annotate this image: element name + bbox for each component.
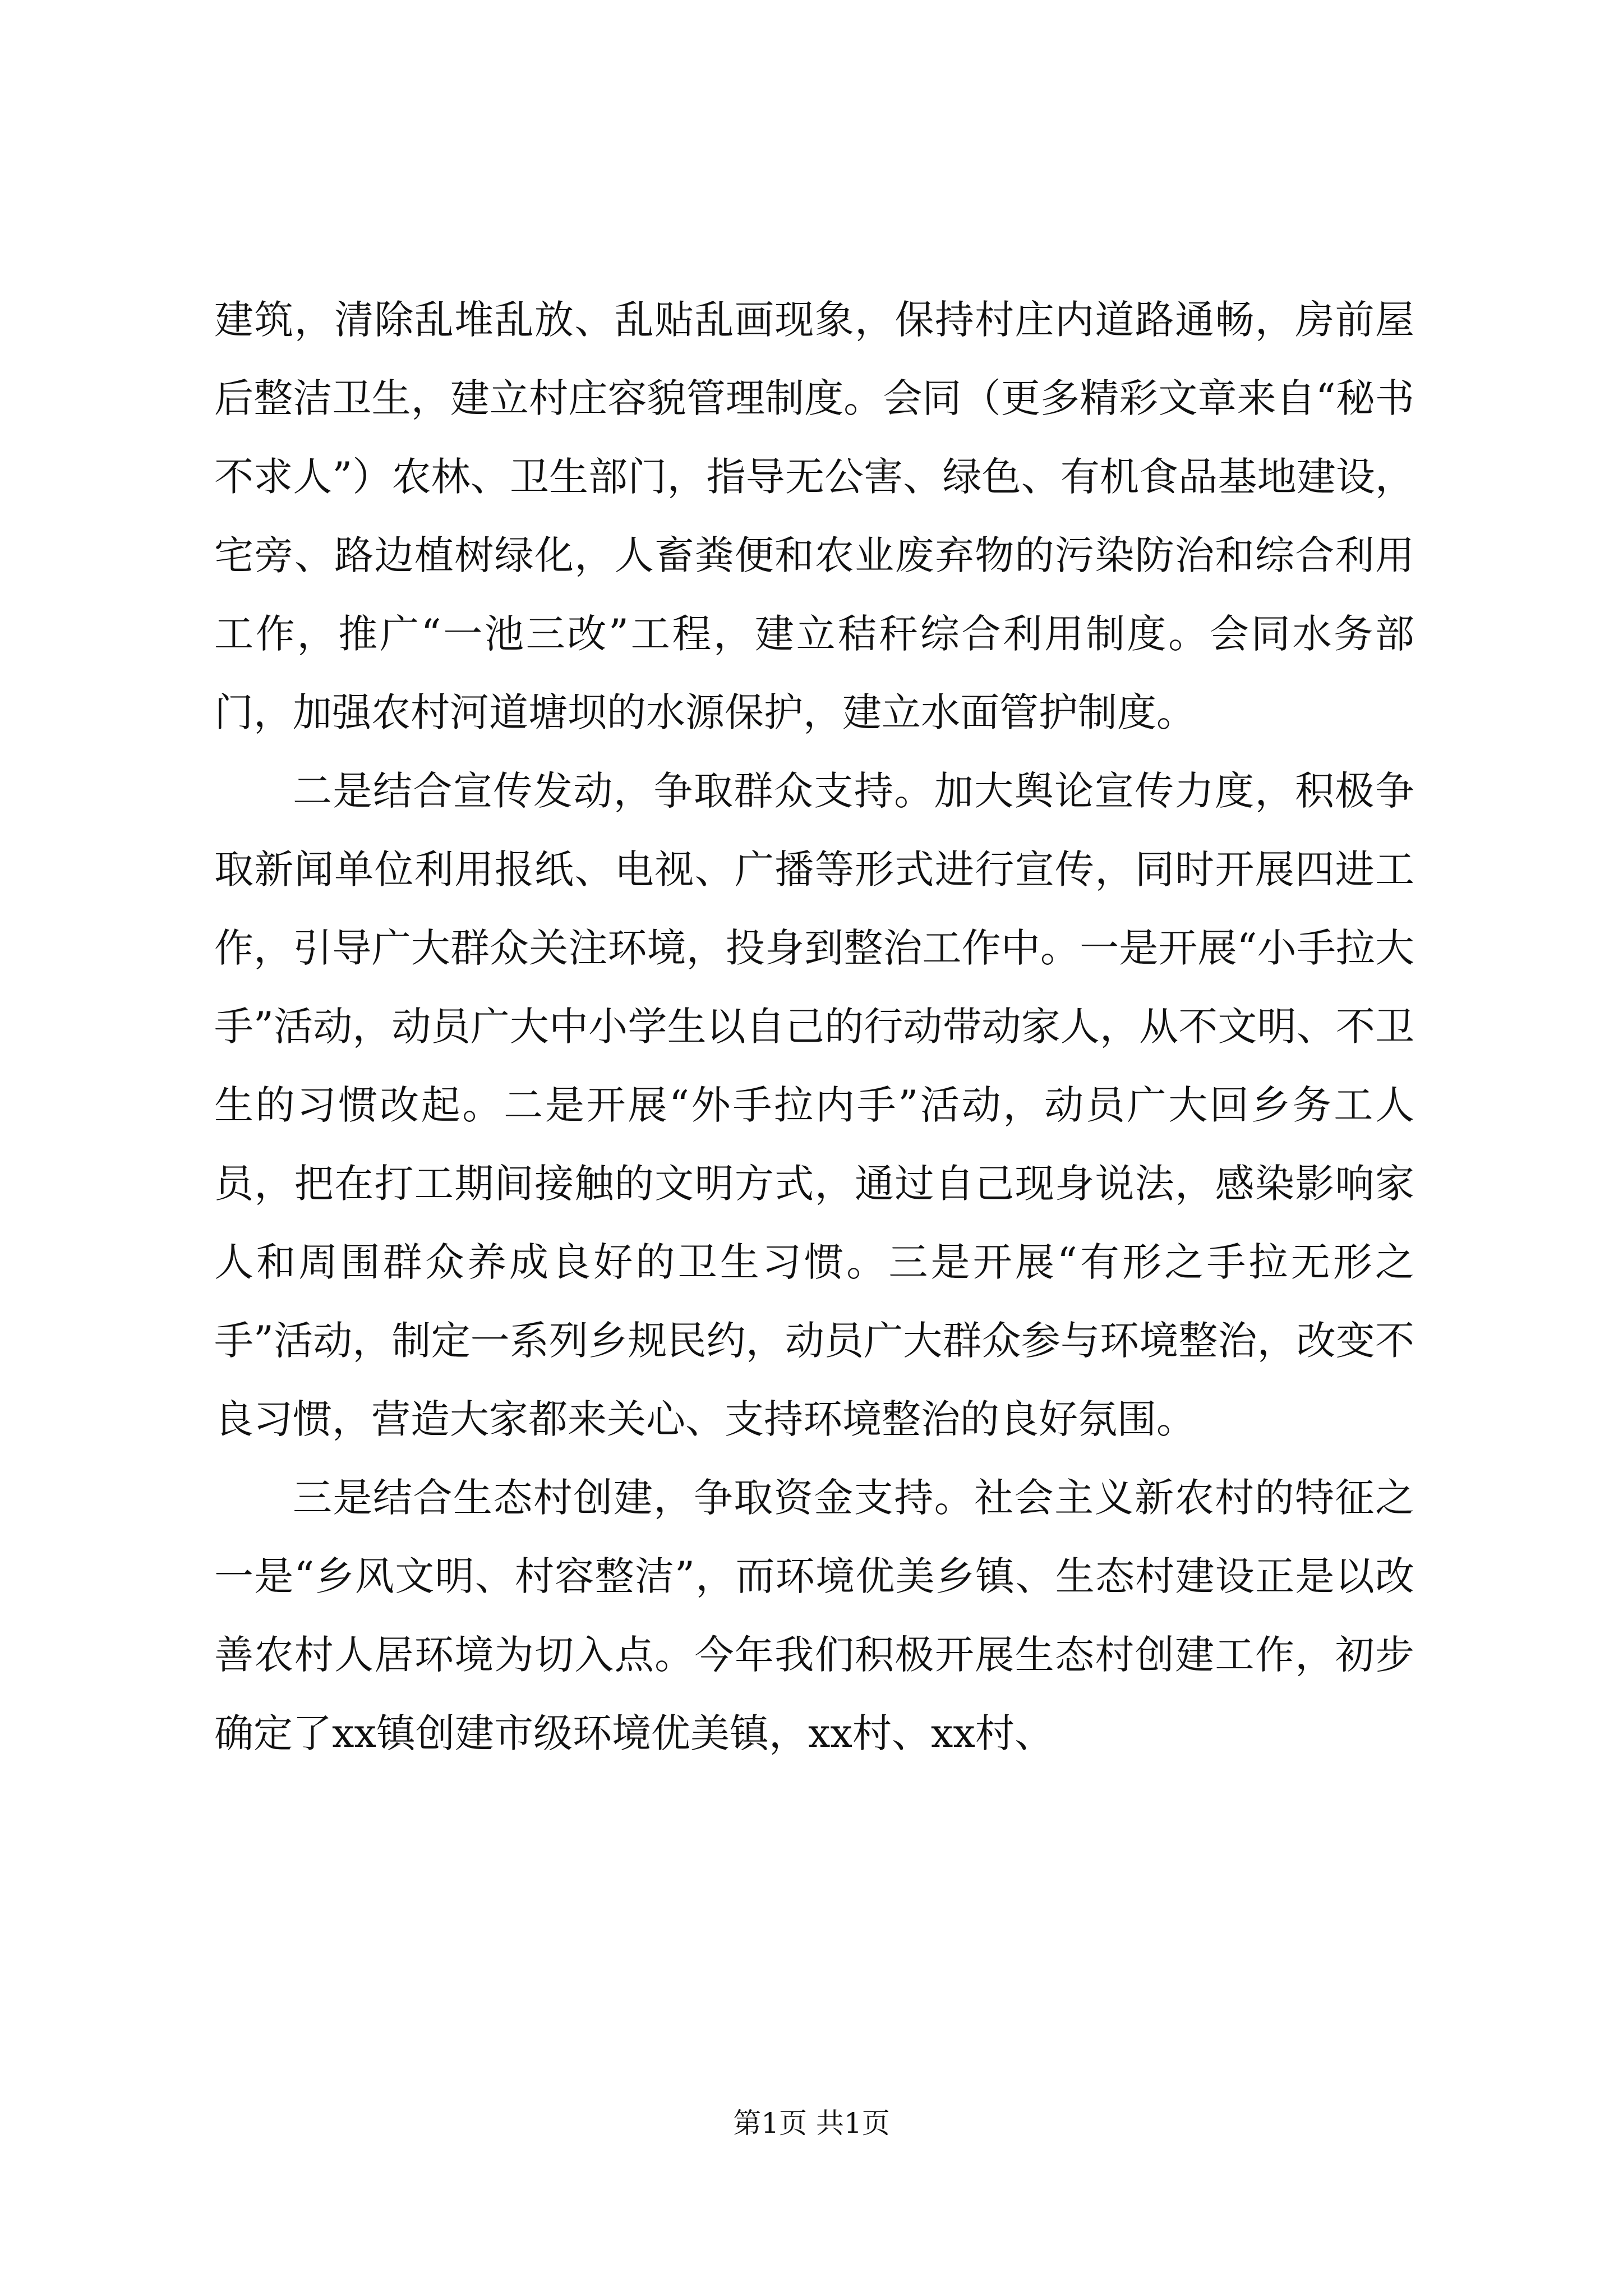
document-body: [214, 280, 1414, 1773]
page-footer: [0, 2106, 1623, 2140]
page-number-label: 第1页 共1页: [733, 2107, 890, 2139]
paragraph-1: 建筑，清除乱堆乱放、乱贴乱画现象，保持村庄内道路通畅，房前屋后整洁卫生，建立村庄容貌管理制度。会同（更多精彩文章来自“秘书不求人”）农林、卫生部门，指导无公害、绿色、有机食品基地建设，宅旁、路边植树绿化，人畜粪便和农业废弃物的污染防治和综合利用工作，推广“一池三改”工程，建立秸秆综合利用制度。会同水务部门，加强农村河道塘坝的水源保护，建立水面管护制度。: [214, 297, 1414, 735]
paragraph-2: 二是结合宣传发动，争取群众支持。加大舆论宣传力度，积极争取新闻单位利用报纸、电视、广播等形式进行宣传，同时开展四进工作，引导广大群众关注环境，投身到整治工作中。一是开展“小手拉大手”活动，动员广大中小学生以自己的行动带动家人，从不文明、不卫生的习惯改起。二是开展“外手拉内手”活动，动员广大回乡务工人员，把在打工期间接触的文明方式，通过自己现身说法，感染影响家人和周围群众养成良好的卫生习惯。三是开展“有形之手拉无形之手”活动，制定一系列乡规民约，动员广大群众参与环境整治，改变不良习惯，营造大家都来关心、支持环境整治的良好氛围。: [214, 768, 1414, 1442]
paragraph-3: 三是结合生态村创建，争取资金支持。社会主义新农村的特征之一是“乡风文明、村容整洁”，而环境优美乡镇、生态村建设正是以改善农村人居环境为切入点。今年我们积极开展生态村创建工作，初步确定了xx镇创建市级环境优美镇，xx村、xx村、: [214, 1475, 1414, 1756]
